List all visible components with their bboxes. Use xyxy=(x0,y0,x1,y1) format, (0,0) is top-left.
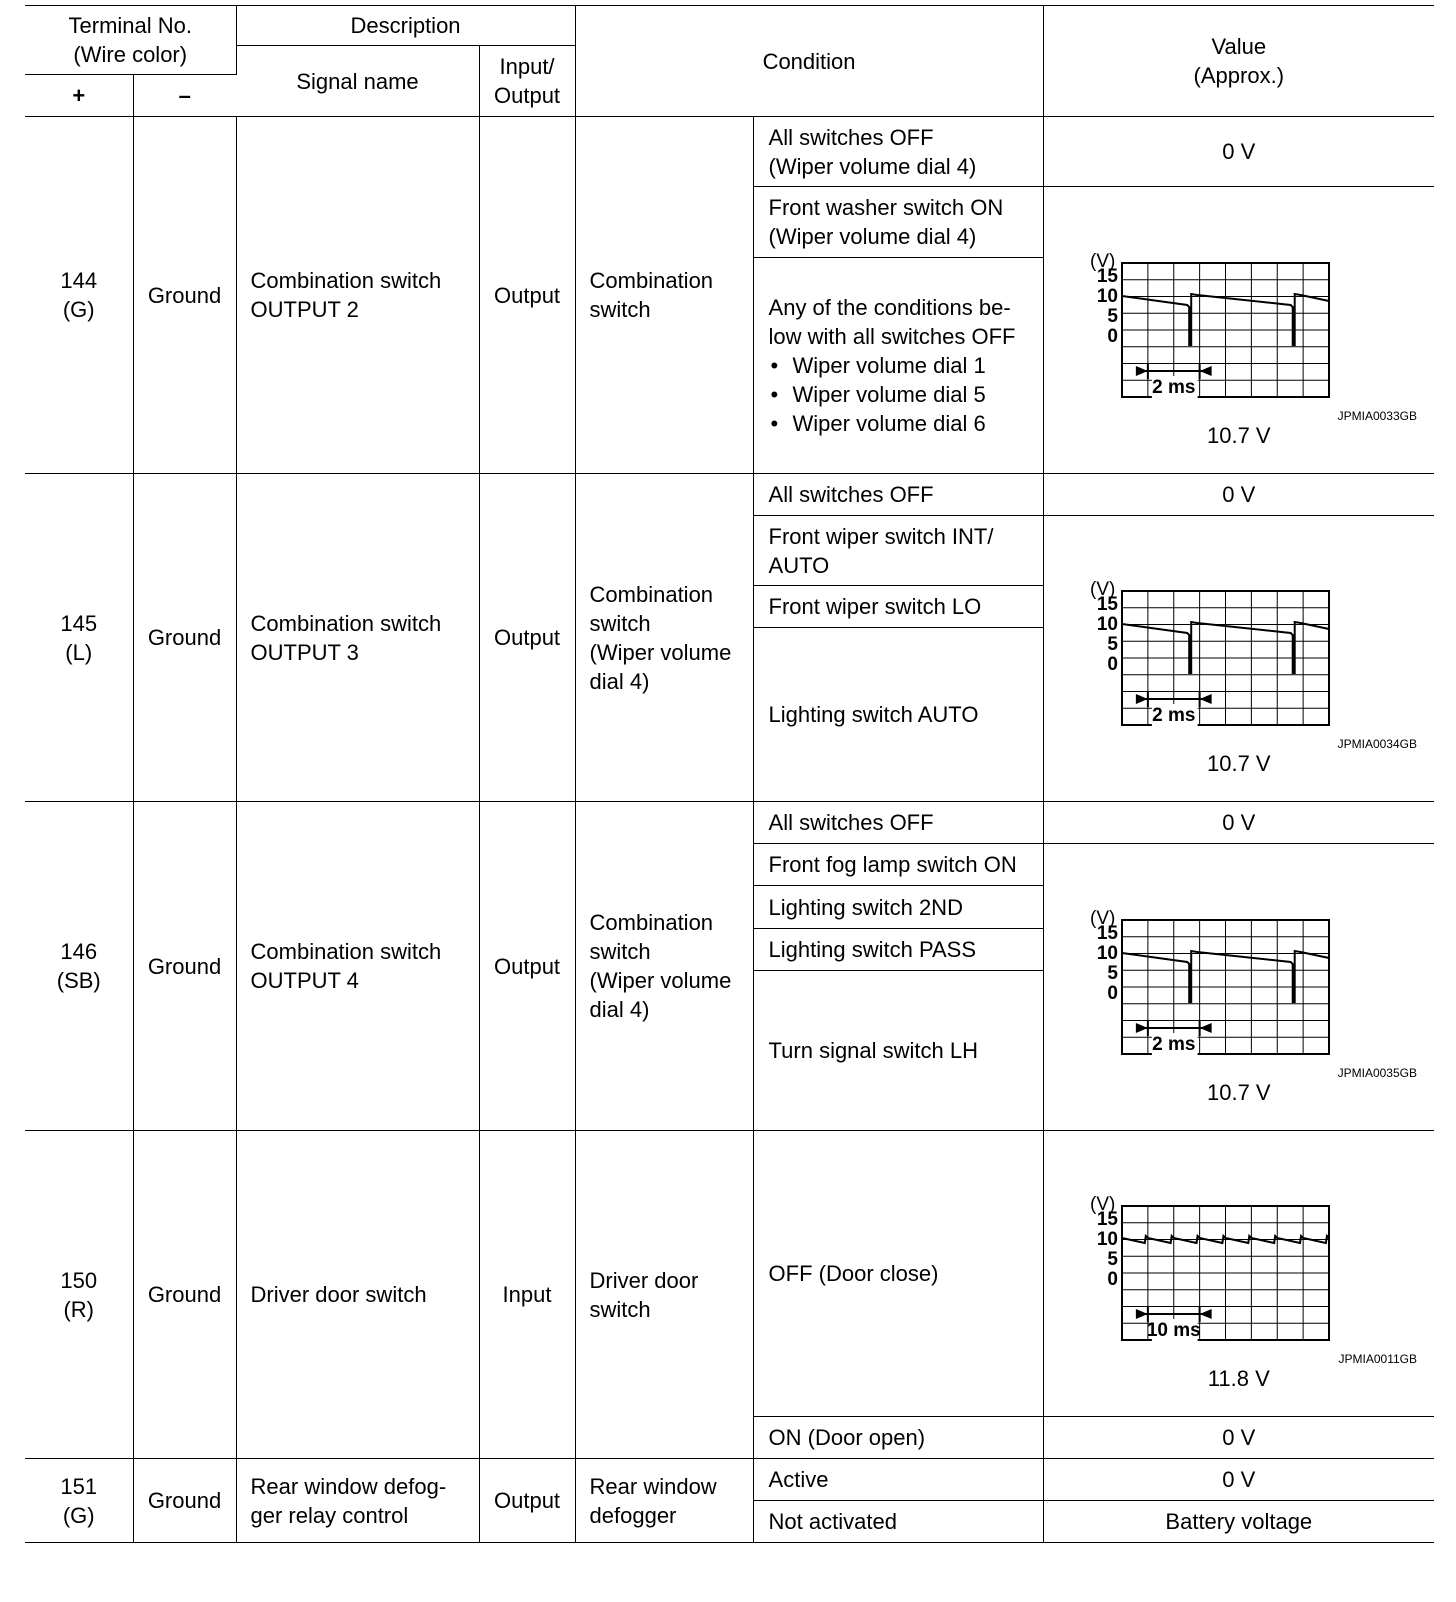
waveform-cell-144 xyxy=(1043,187,1434,474)
waveform-graph xyxy=(1044,868,1435,1078)
condition-146-2: Front fog lamp switch ON xyxy=(753,844,1043,886)
header-plus: + xyxy=(25,75,133,117)
time-division-label: 2 ms xyxy=(1151,705,1195,726)
value-150-wave: 11.8 V xyxy=(1207,1366,1270,1391)
terminal-spec-table xyxy=(25,5,1434,1543)
signal-144: Combination switch OUTPUT 2 xyxy=(236,117,479,474)
condition-144-3: Any of the conditions be- low with all switches OFF • Wiper volume dial 1 • Wiper volume dial 5 • Wiper volume dial 6 xyxy=(753,258,1043,474)
bullet-item: • Wiper volume dial 6 xyxy=(769,409,1029,438)
terminal-145: 145 (L) xyxy=(25,474,133,802)
condition-151-2: Not activated xyxy=(753,1501,1043,1543)
waveform-tick-label: 0 xyxy=(1106,325,1118,347)
condition-150-1: OFF (Door close) xyxy=(753,1131,1043,1417)
waveform-tick-label: 15 xyxy=(1096,265,1118,287)
time-division-label: 2 ms xyxy=(1151,1033,1195,1055)
waveform-cell-146 xyxy=(1043,844,1434,1131)
header-input-output: Input/ Output xyxy=(479,46,575,117)
condition-144-1: All switches OFF (Wiper volume dial 4) xyxy=(753,117,1043,187)
value-145-1: 0 V xyxy=(1043,474,1434,516)
signal-145: Combination switch OUTPUT 3 xyxy=(236,474,479,802)
condition-151-1: Active xyxy=(753,1459,1043,1501)
figure-code: JPMIA0033GB xyxy=(1337,408,1417,421)
io-151: Output xyxy=(479,1459,575,1543)
waveform-tick-label: 15 xyxy=(1096,922,1118,944)
waveform-graph xyxy=(1044,1154,1435,1364)
header-terminal-no: Terminal No. (Wire color) xyxy=(25,6,236,75)
waveform-tick-label: 5 xyxy=(1106,305,1118,327)
signal-151: Rear window defog- ger relay control xyxy=(236,1459,479,1543)
waveform-tick-label: 0 xyxy=(1106,1269,1118,1290)
waveform-unit: (V) xyxy=(1089,1194,1115,1215)
waveform-unit: (V) xyxy=(1089,250,1115,272)
waveform-unit: (V) xyxy=(1089,579,1115,600)
ground-144: Ground xyxy=(133,117,236,474)
waveform-tick-label: 10 xyxy=(1096,285,1118,307)
condition-146-4: Lighting switch PASS xyxy=(753,929,1043,971)
terminal-150: 150 (R) xyxy=(25,1131,133,1459)
figure-code: JPMIA0034GB xyxy=(1337,737,1417,749)
header-description: Description xyxy=(236,6,575,46)
waveform-tick-label: 10 xyxy=(1096,614,1118,635)
time-division-label: 2 ms xyxy=(1151,376,1195,398)
condition-150-2: ON (Door open) xyxy=(753,1417,1043,1459)
condition-145-2: Front wiper switch INT/ AUTO xyxy=(753,516,1043,586)
header-signal-name: Signal name xyxy=(236,46,479,117)
value-151-2: Battery voltage xyxy=(1043,1501,1434,1543)
condition-144-2: Front washer switch ON (Wiper volume dial 4) xyxy=(753,187,1043,258)
terminal-151: 151 (G) xyxy=(25,1459,133,1543)
terminal-146: 146 (SB) xyxy=(25,802,133,1131)
waveform-tick-label: 0 xyxy=(1106,982,1118,1004)
cond-group-144: Combination switch xyxy=(575,117,753,474)
io-150: Input xyxy=(479,1131,575,1459)
cond-group-145: Combination switch (Wiper volume dial 4) xyxy=(575,474,753,802)
value-151-1: 0 V xyxy=(1043,1459,1434,1501)
bullet-item: • Wiper volume dial 1 xyxy=(769,351,1029,380)
time-division-label: 10 ms xyxy=(1146,1320,1201,1341)
condition-145-4: Lighting switch AUTO xyxy=(753,628,1043,802)
waveform-graph xyxy=(1044,211,1435,421)
signal-146: Combination switch OUTPUT 4 xyxy=(236,802,479,1131)
waveform-cell-150 xyxy=(1043,1131,1434,1417)
header-value: Value (Approx.) xyxy=(1043,6,1434,117)
io-145: Output xyxy=(479,474,575,802)
waveform-tick-label: 5 xyxy=(1106,1249,1118,1270)
waveform-tick-label: 5 xyxy=(1106,634,1118,655)
condition-146-5: Turn signal switch LH xyxy=(753,971,1043,1131)
value-145-wave: 10.7 V xyxy=(1206,751,1271,776)
ground-151: Ground xyxy=(133,1459,236,1543)
waveform-unit: (V) xyxy=(1089,907,1115,929)
condition-146-3: Lighting switch 2ND xyxy=(753,886,1043,929)
condition-145-1: All switches OFF xyxy=(753,474,1043,516)
ground-150: Ground xyxy=(133,1131,236,1459)
signal-150: Driver door switch xyxy=(236,1131,479,1459)
value-144-wave: 10.7 V xyxy=(1206,422,1271,448)
figure-code: JPMIA0035GB xyxy=(1337,1065,1417,1078)
condition-146-1: All switches OFF xyxy=(753,802,1043,844)
waveform-cell-145 xyxy=(1043,516,1434,802)
waveform-tick-label: 10 xyxy=(1096,1229,1118,1250)
value-150-2: 0 V xyxy=(1043,1417,1434,1459)
cond-group-151: Rear window defogger xyxy=(575,1459,753,1543)
ground-146: Ground xyxy=(133,802,236,1131)
value-146-wave: 10.7 V xyxy=(1206,1079,1271,1105)
header-minus: – xyxy=(133,75,236,117)
cond-group-150: Driver door switch xyxy=(575,1131,753,1459)
waveform-tick-label: 10 xyxy=(1096,942,1118,964)
ground-145: Ground xyxy=(133,474,236,802)
figure-code: JPMIA0011GB xyxy=(1338,1352,1417,1364)
waveform-tick-label: 0 xyxy=(1106,654,1118,675)
terminal-144: 144 (G) xyxy=(25,117,133,474)
header-condition: Condition xyxy=(575,6,1043,117)
value-144-1: 0 V xyxy=(1043,117,1434,187)
cond-group-146: Combination switch (Wiper volume dial 4) xyxy=(575,802,753,1131)
io-144: Output xyxy=(479,117,575,474)
waveform-graph xyxy=(1044,539,1435,749)
waveform-tick-label: 5 xyxy=(1106,962,1118,984)
waveform-tick-label: 15 xyxy=(1096,1209,1118,1230)
waveform-tick-label: 15 xyxy=(1096,594,1118,615)
io-146: Output xyxy=(479,802,575,1131)
value-146-1: 0 V xyxy=(1043,802,1434,844)
bullet-item: • Wiper volume dial 5 xyxy=(769,380,1029,409)
condition-145-3: Front wiper switch LO xyxy=(753,586,1043,628)
